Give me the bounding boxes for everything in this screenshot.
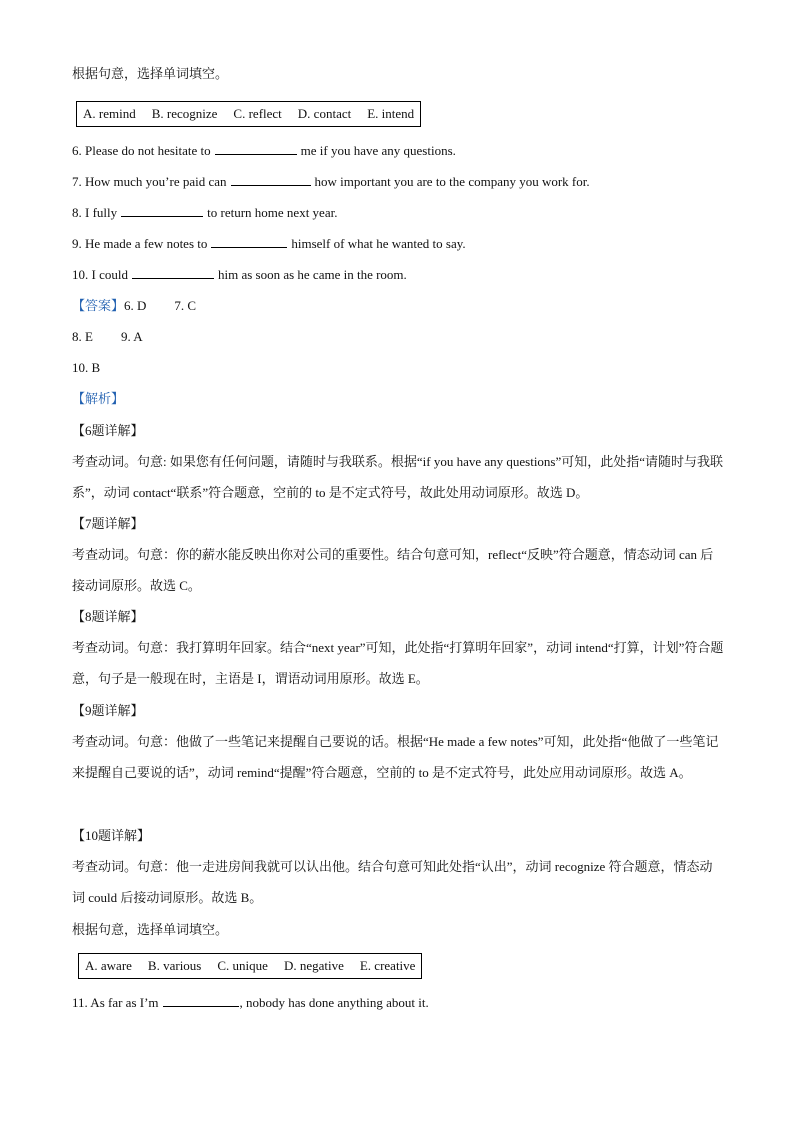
option-box-1 xyxy=(76,101,421,127)
question-7 xyxy=(72,173,590,190)
answer-row-1 xyxy=(72,298,224,314)
answer-blank xyxy=(231,173,311,186)
detail-10-title: 【10题详解】 xyxy=(72,828,151,843)
question-text: 11. As far as I’m xyxy=(72,995,159,1010)
instruction-1: 根据句意，选择单词填空。 xyxy=(72,66,229,81)
detail-8-title: 【8题详解】 xyxy=(72,609,144,624)
detail-9-title: 【9题详解】 xyxy=(72,703,144,718)
question-9 xyxy=(72,235,466,252)
answer-blank xyxy=(121,204,203,217)
detail-9-text: 考查动词。句意：他做了一些笔记来提醒自己要说的话。根据“He made a few notes”可知，此处指“他做了一些笔记来提醒自己要说的话”，动词 remind“提醒”符合题意，空前的 to 是不定式符号，此处应用动词原形。故选 A。 xyxy=(72,734,719,780)
question-text: 6. Please do not hesitate to xyxy=(72,143,211,158)
option-box-2 xyxy=(78,953,422,979)
detail-6-text: 考查动词。句意: 如果您有任何问题，请随时与我联系。根据“if you have any questions”可知，此处指“请随时与我联系”，动词 contact“联系”符合题意，空前的 to 是不定式符号，故此处用动词原形。故选 D。 xyxy=(72,454,724,500)
option-a: A. aware xyxy=(85,958,132,973)
option-b: B. various xyxy=(147,958,202,973)
detail-10-text: 考查动词。句意：他一走进房间我就可以认出他。结合句意可知此处指“认出”，动词 recognize 符合题意，情态动词 could 后接动词原形。故选 B。 xyxy=(72,859,713,905)
question-text: 10. I could xyxy=(72,267,128,282)
answer-blank xyxy=(215,142,297,155)
question-text: 9. He made a few notes to xyxy=(72,236,208,251)
option-d: D. contact xyxy=(297,106,352,121)
question-11 xyxy=(72,994,429,1011)
question-text: 7. How much you’re paid can xyxy=(72,174,227,189)
answer-blank xyxy=(163,994,239,1007)
option-b: B. recognize xyxy=(151,106,218,121)
analysis-tag: 【解析】 xyxy=(72,391,125,406)
answer-7: 7. C xyxy=(174,298,197,313)
option-d: D. negative xyxy=(283,958,344,973)
question-10 xyxy=(72,266,407,283)
answer-tag: 【答案】 xyxy=(72,298,125,313)
answer-9: 9. A xyxy=(120,329,143,344)
question-text: how important you are to the company you work for. xyxy=(314,174,590,189)
detail-6-title: 【6题详解】 xyxy=(72,423,144,438)
answer-blank xyxy=(211,235,287,248)
question-text: me if you have any questions. xyxy=(300,143,456,158)
option-a: A. remind xyxy=(83,106,136,121)
question-text: himself of what he wanted to say. xyxy=(291,236,466,251)
answer-blank xyxy=(132,266,214,279)
answer-row-3 xyxy=(72,360,100,376)
detail-7-text: 考查动词。句意：你的薪水能反映出你对公司的重要性。结合句意可知，reflect“反映”符合题意，情态动词 can 后接动词原形。故选 C。 xyxy=(72,547,714,593)
question-text: him as soon as he came in the room. xyxy=(217,267,407,282)
option-c: C. unique xyxy=(217,958,268,973)
answer-10: 10. B xyxy=(72,360,101,375)
question-8 xyxy=(72,204,337,221)
question-text: to return home next year. xyxy=(207,205,338,220)
question-6 xyxy=(72,142,456,159)
answer-6: 6. D xyxy=(124,298,147,313)
detail-8-text: 考查动词。句意：我打算明年回家。结合“next year”可知，此处指“打算明年回家”，动词 intend“打算，计划”符合题意，句子是一般现在时，主语是 I，谓语动词用原形。故选 E。 xyxy=(72,640,724,686)
option-e: E. creative xyxy=(359,958,416,973)
answer-row-2 xyxy=(72,329,171,345)
answer-8: 8. E xyxy=(72,329,93,344)
question-text: , nobody has done anything about it. xyxy=(239,995,429,1010)
question-text: 8. I fully xyxy=(72,205,118,220)
detail-7-title: 【7题详解】 xyxy=(72,516,144,531)
instruction-2: 根据句意，选择单词填空。 xyxy=(72,922,229,937)
option-c: C. reflect xyxy=(233,106,282,121)
option-e: E. intend xyxy=(367,106,415,121)
